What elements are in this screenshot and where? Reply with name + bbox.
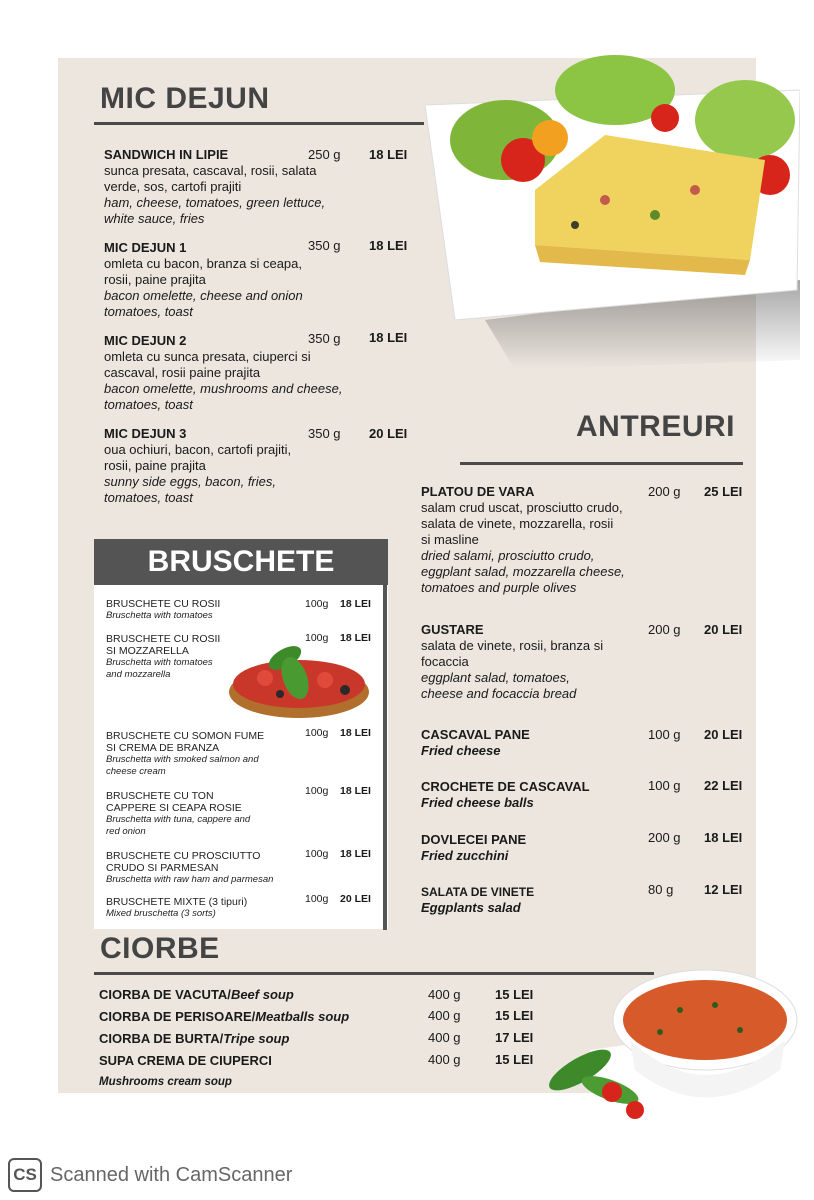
item-price: 15 LEI [495,1052,534,1067]
item-weight: 350 g [308,426,341,441]
item-price: 20 LEI [369,426,408,441]
soup-item: CIORBA DE VACUTA/Beef soup [99,987,294,1002]
item-price: 25 LEI [704,484,743,499]
item-weight: 350 g [308,238,341,253]
item-weight: 400 g [428,1052,461,1067]
item-weight: 400 g [428,1030,461,1045]
item-weight: 80 g [648,882,674,897]
item-weight: 100 g [648,727,681,742]
menu-item: MIC DEJUN 1 omleta cu bacon, branza si ceapa, rosii, paine prajita bacon omelette, cheese and onion tomatoes, toast [104,240,303,319]
menu-item: CASCAVAL PANE Fried cheese [421,727,530,758]
scanner-footer [8,1157,292,1193]
menu-item: SALATA DE VINETE Eggplants salad [421,885,535,915]
item-price: 18 LEI [369,147,408,162]
item-weight: 100g [305,893,329,905]
bruschete-item: BRUSCHETE CU SOMON FUME SI CREMA DE BRANZA Bruschetta with smoked salmon and cheese cream [106,730,265,777]
camscanner-logo: CS [8,1158,42,1192]
item-weight: 100g [305,785,329,797]
item-price: 15 LEI [495,987,534,1002]
item-weight: 400 g [428,987,461,1002]
menu-item: CROCHETE DE CASCAVAL Fried cheese balls [421,779,590,810]
item-price: 17 LEI [495,1030,534,1045]
menu-item: GUSTARE salata de vinete, rosii, branza si focaccia eggplant salad, tomatoes, cheese and focaccia bread [421,622,604,701]
scanner-watermark-text: Scanned with CamScanner [50,1163,293,1186]
item-price: 18 LEI [340,785,371,797]
item-weight: 350 g [308,331,341,346]
item-weight: 200 g [648,830,681,845]
item-price: 18 LEI [704,830,743,845]
item-price: 18 LEI [340,848,371,860]
item-price: 18 LEI [340,598,371,610]
menu-item: SANDWICH IN LIPIE sunca presata, cascaval, rosii, salata verde, sos, cartofi prajiti ham, cheese, tomatoes, green lettuce, white sauce, fries [104,147,326,226]
item-price: 18 LEI [369,238,408,253]
bruschete-item: BRUSCHETE CU ROSII SI MOZZARELLA Bruschetta with tomatoes and mozzarella [106,633,221,680]
soup-item: CIORBA DE BURTA/Tripe soup [99,1031,290,1046]
soup-item: CIORBA DE PERISOARE/Meatballs soup [99,1009,350,1024]
item-price: 12 LEI [704,882,743,897]
item-weight: 400 g [428,1008,461,1023]
bruschete-item: BRUSCHETE CU PROSCIUTTO CRUDO SI PARMESAN Bruschetta with raw ham and parmesan [106,850,274,885]
item-price: 15 LEI [495,1008,534,1023]
item-price: 22 LEI [704,778,743,793]
soup-item: SUPA CREMA DE CIUPERCI [99,1053,272,1068]
section-rule [460,462,743,465]
item-weight: 100g [305,727,329,739]
item-weight: 100g [305,632,329,644]
menu-item: DOVLECEI PANE Fried zucchini [421,832,527,863]
bruschete-item: BRUSCHETE CU ROSII Bruschetta with tomatoes [106,598,221,621]
section-title-bruschete: BRUSCHETE [94,539,388,585]
soup-bowl-image [540,960,802,1130]
item-price: 20 LEI [704,622,743,637]
menu-item: MIC DEJUN 2 omleta cu sunca presata, ciuperci si cascaval, rosii paine prajita bacon omelette, mushrooms and cheese, tomatoes, toast [104,333,343,412]
item-weight: 100 g [648,778,681,793]
item-weight: 100g [305,848,329,860]
item-price: 20 LEI [704,727,743,742]
item-price: 20 LEI [340,893,371,905]
item-weight: 200 g [648,622,681,637]
item-weight: 250 g [308,147,341,162]
menu-item: PLATOU DE VARA salam crud uscat, prosciutto crudo, salata de vinete, mozzarella, rosii si masline dried salami, prosciutto crudo, eggplant salad, mozzarella cheese, tomatoes and purple olives [421,484,625,595]
bruschete-item: BRUSCHETE CU TON CAPPERE SI CEAPA ROSIE Bruschetta with tuna, cappere and red onion [106,790,251,837]
item-price: 18 LEI [369,330,408,345]
section-title-antreuri: ANTREURI [576,410,735,443]
section-rule-vertical [383,585,387,930]
section-title-mic-dejun: MIC DEJUN [100,82,270,115]
item-price: 18 LEI [340,727,371,739]
menu-item: MIC DEJUN 3 oua ochiuri, bacon, cartofi prajiti, rosii, paine prajita sunny side eggs, bacon, fries, tomatoes, toast [104,426,292,505]
section-title-ciorbe: CIORBE [100,932,220,965]
item-price: 18 LEI [340,632,371,644]
bruschete-item: BRUSCHETE MIXTE (3 tipuri) Mixed bruschetta (3 sorts) [106,896,248,919]
omelette-plate-image [425,50,800,370]
section-rule [94,122,424,125]
item-weight: 100g [305,598,329,610]
soup-item-english: Mushrooms cream soup [99,1076,232,1088]
item-weight: 200 g [648,484,681,499]
